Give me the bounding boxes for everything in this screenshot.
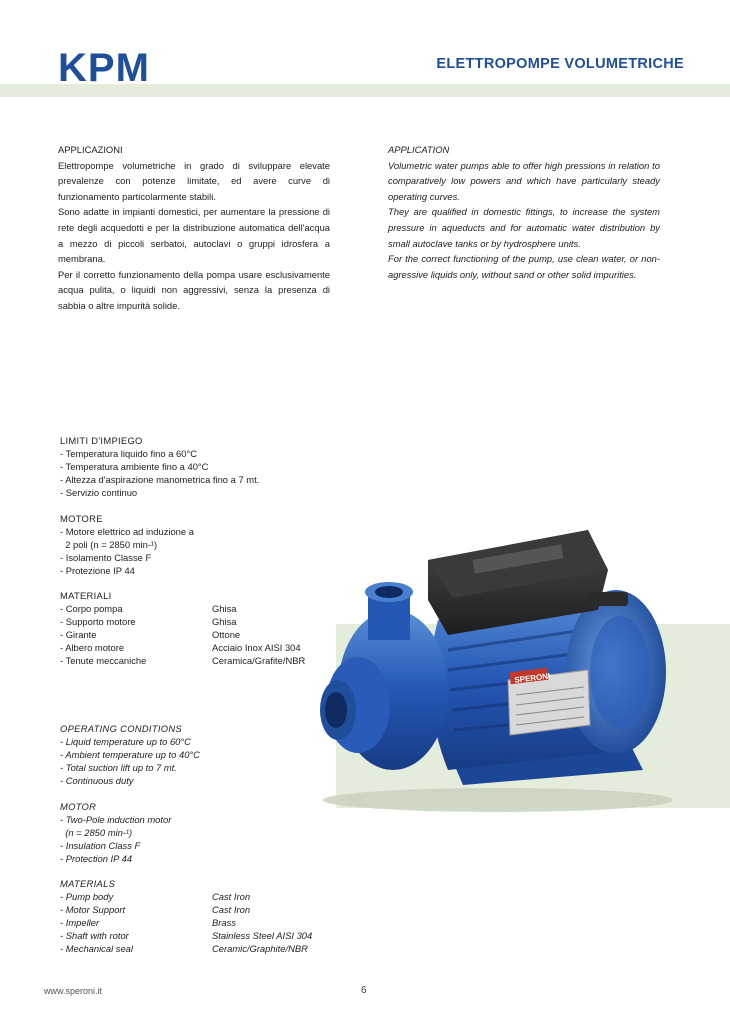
table-row [60, 628, 305, 641]
material-part: - Tenute meccaniche [60, 655, 147, 666]
material-value: Stainless Steel AISI 304 [212, 930, 313, 941]
material-part: - Mechanical seal [60, 943, 133, 954]
material-value: Ceramic/Graphite/NBR [212, 943, 308, 954]
material-part: - Shaft with rotor [60, 930, 129, 941]
page-number: 6 [361, 985, 367, 996]
material-value: Cast Iron [212, 904, 251, 915]
material-value: Acciaio Inox AISI 304 [212, 642, 301, 653]
material-value: Ceramica/Grafite/NBR [212, 655, 306, 666]
pump-image [298, 500, 688, 820]
material-part: - Pump body [60, 891, 114, 902]
materials-it [60, 589, 305, 667]
list-item: - Protezione IP 44 [60, 565, 135, 576]
limits-it [60, 434, 259, 499]
table-row [60, 942, 312, 955]
motor-en [60, 800, 171, 865]
applications-en-p1: Volumetric water pumps able to offer high pressions in relation to comparatively low powers and which have particularly steady operating curves. [388, 159, 660, 202]
motor-it [60, 512, 194, 577]
list-item: (n = 2850 min-¹) [60, 827, 133, 838]
category-title: ELETTROPOMPE VOLUMETRICHE [436, 56, 684, 72]
applications-en [388, 142, 660, 282]
material-part: - Supporto motore [60, 616, 136, 627]
applications-it-heading: APPLICAZIONI [58, 144, 123, 155]
material-part: - Girante [60, 629, 97, 640]
motor-en-heading: MOTOR [60, 801, 97, 812]
table-row [60, 641, 305, 654]
list-item: - Liquid temperature up to 60°C [60, 736, 191, 747]
list-item: - Insulation Class F [60, 840, 141, 851]
table-row [60, 929, 312, 942]
list-item: - Altezza d'aspirazione manometrica fino a 7 mt. [60, 474, 260, 485]
material-part: - Impeller [60, 917, 100, 928]
list-item: - Temperatura ambiente fino a 40°C [60, 461, 209, 472]
motor-it-heading: MOTORE [60, 513, 103, 524]
material-value: Cast Iron [212, 891, 251, 902]
product-code: KPM [58, 46, 150, 90]
table-row [60, 602, 305, 615]
list-item: - Two-Pole induction motor [60, 814, 172, 825]
table-row [60, 916, 312, 929]
table-row [60, 654, 305, 667]
limits-en-heading: OPERATING CONDITIONS [60, 723, 182, 734]
applications-it-p1: Elettropompe volumetriche in grado di sviluppare elevate prevalenze con potenze limitate, ed avere curve di funzionamento particolarmente stabili. [58, 159, 330, 202]
limits-en [60, 722, 200, 787]
list-item: - Total suction lift up to 7 mt. [60, 762, 177, 773]
applications-en-p2: They are qualified in domestic fittings, to increase the system pressure in aqueducts and for automatic water distribution by small autoclave tanks or by hydrosphere units. [388, 206, 660, 249]
table-row [60, 615, 305, 628]
brand-label: SPERONI [513, 671, 551, 685]
applications-en-heading: APPLICATION [388, 144, 450, 155]
website-link[interactable]: www.speroni.it [44, 986, 103, 996]
material-part: - Corpo pompa [60, 603, 123, 614]
table-row [60, 890, 312, 903]
list-item: - Ambient temperature up to 40°C [60, 749, 200, 760]
list-item: 2 poli (n = 2850 min-¹) [60, 539, 158, 550]
material-part: - Albero motore [60, 642, 125, 653]
list-item: - Protection IP 44 [60, 853, 133, 864]
table-row [60, 903, 312, 916]
materials-it-heading: MATERIALI [60, 590, 112, 601]
limits-it-heading: LIMITI D'IMPIEGO [60, 435, 143, 446]
material-value: Ottone [212, 629, 241, 640]
material-part: - Motor Support [60, 904, 126, 915]
applications-en-p3: For the correct functioning of the pump, use clean water, or non-agressive liquids only, without sand or other solid impurities. [388, 253, 660, 280]
material-value: Ghisa [212, 616, 237, 627]
list-item: - Motore elettrico ad induzione a [60, 526, 194, 537]
list-item: - Continuous duty [60, 775, 134, 786]
applications-it-p3: Per il corretto funzionamento della pompa usare esclusivamente acqua pulita, o liquidi non aggressivi, senza la presenza di sabbia o altre impurità solide. [58, 268, 330, 311]
list-item: - Temperatura liquido fino a 60°C [60, 448, 197, 459]
list-item: - Servizio continuo [60, 487, 138, 498]
material-value: Ghisa [212, 603, 237, 614]
material-value: Brass [212, 917, 236, 928]
applications-it-p2: Sono adatte in impianti domestici, per aumentare la pressione di rete degli acquedotti e per la distribuzione automatica dell'acqua a mezzo di piccoli serbatoi, autoclavi o gruppi idrosfera a membrana. [58, 206, 330, 265]
materials-en-heading: MATERIALS [60, 878, 116, 889]
applications-it [58, 142, 330, 314]
materials-en [60, 877, 312, 955]
list-item: - Isolamento Classe F [60, 552, 152, 563]
